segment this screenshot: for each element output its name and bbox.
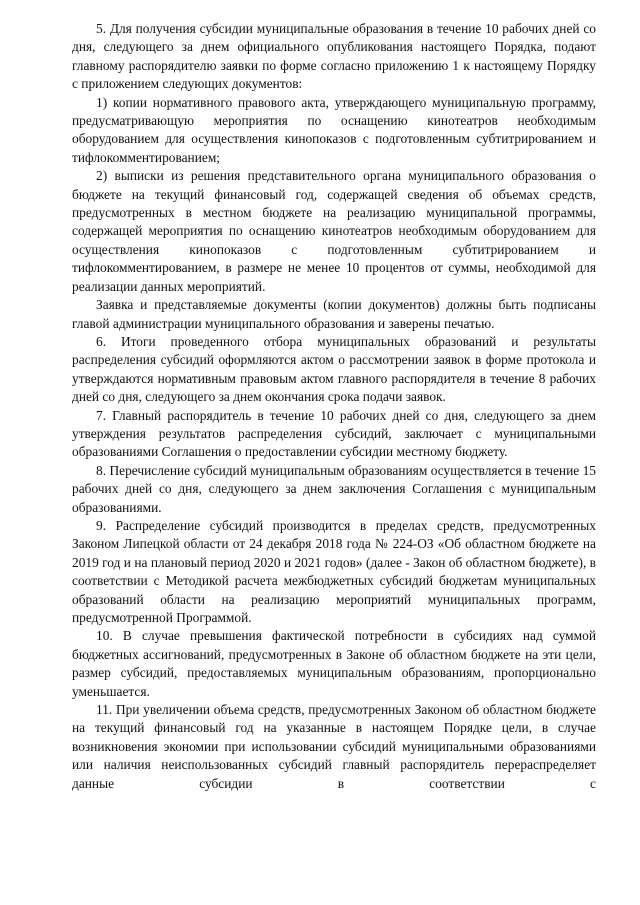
paragraph-9: 9. Распределение субсидий производится в пределах средств, предусмотренных Законом Липецкой области от 24 декабря 2018 года № 224-ОЗ «Об областном бюджете на 2019 год и на плановый период 2020 и 2021 годов» (далее - Закон об областном бюджете), в соответствии с Методикой расчета межбюджетных субсидий бюджетам муниципальных образований области на реализацию мероприятий муниципальных программ, предусмотренной Программой.: [72, 517, 596, 625]
paragraph-10: 10. В случае превышения фактической потребности в субсидиях над суммой бюджетных ассигнований, предусмотренных в Законе об областном бюджете на эти цели, размер субсидий, предоставляемых муниципальным образованиям, пропорционально уменьшается.: [72, 628, 596, 699]
paragraph-5: 5. Для получения субсидии муниципальные образования в течение 10 рабочих дней со дня, следующего за днем официального опубликования настоящего Порядка, подают главному распорядителю заявки по форме согласно приложению 1 к настоящему Порядку с приложением следующих документов:: [72, 21, 596, 92]
paragraph-5-item-1: 1) копии нормативного правового акта, утверждающего муниципальную программу, предусматривающую мероприятия по оснащению кинотеатров необходимым оборудованием для осуществления кинопоказов с подготовленным субтитрированием и тифлокомментированием;: [72, 94, 596, 165]
paragraph-application-signing: Заявка и представляемые документы (копии документов) должны быть подписаны главой администрации муниципального образования и заверены печатью.: [72, 297, 596, 331]
document-body: [72, 20, 596, 793]
paragraph-6: 6. Итоги проведенного отбора муниципальных образований и результаты распределения субсидий оформляются актом о рассмотрении заявок в форме протокола и утверждаются нормативным правовым актом главного распорядителя в течение 8 рабочих дней со дня, следующего за днем окончания срока подачи заявок.: [72, 333, 596, 405]
paragraph-5-item-2: 2) выписки из решения представительного органа муниципального образования о бюджете на текущий финансовый год, содержащей сведения об объемах средств, предусмотренных в местном бюджете на реализацию муниципальной программы, содержащей мероприятия по оснащению кинотеатров необходимым оборудованием для осуществления кинопоказов с подготовленным субтитрированием и тифлокомментированием, в размере не менее 10 процентов от суммы, необходимой для реализации данных мероприятий.: [72, 168, 596, 294]
paragraph-8: 8. Перечисление субсидий муниципальным образованиям осуществляется в течение 15 рабочих дней со дня, следующего за днем заключения Соглашения с муниципальным образованиями.: [72, 462, 596, 515]
paragraph-7: 7. Главный распорядитель в течение 10 рабочих дней со дня, следующего за днем утверждения результатов распределения субсидий, заключает с муниципальными образованиями Соглашения о предоставлении субсидии местному бюджету.: [72, 407, 596, 460]
paragraph-11: 11. При увеличении объема средств, предусмотренных Законом об областном бюджете на текущий финансовый год на указанные в настоящем Порядке цели, в случае возникновения экономии при использовании субсидий муниципальными образованиями или наличия неиспользованных субсидий главный распорядитель перераспределяет данные субсидии в соответствии с: [72, 702, 596, 791]
